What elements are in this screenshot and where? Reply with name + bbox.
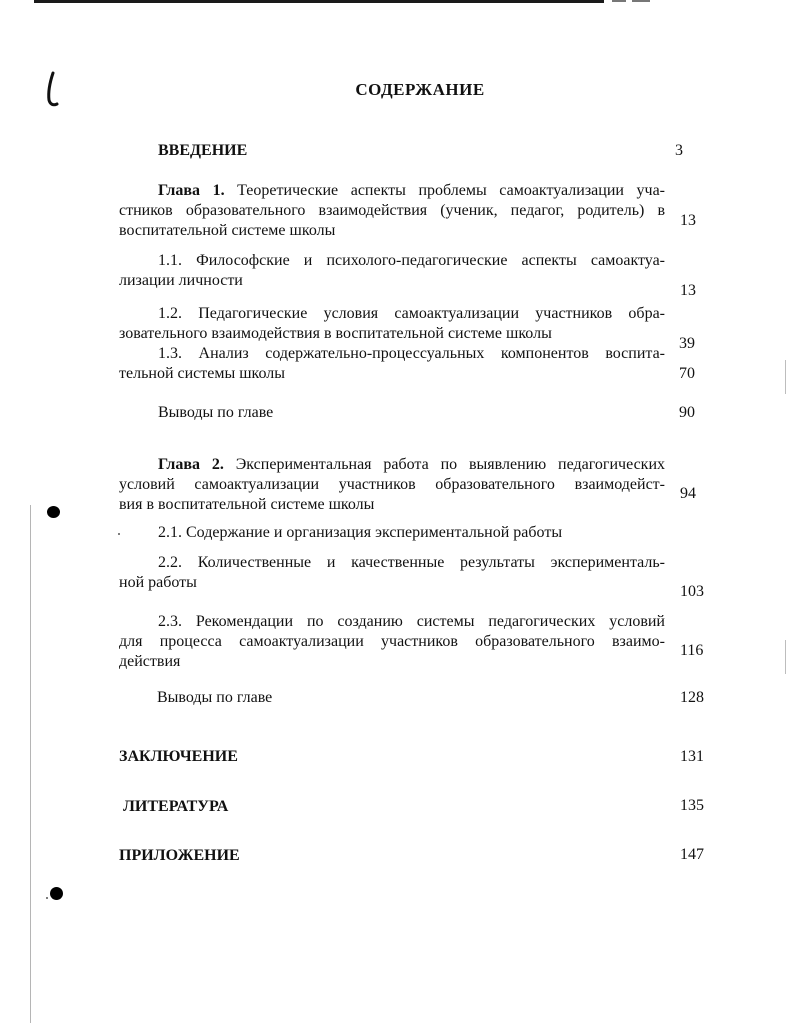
toc-section-1-2: 1.2. Педагогические условия самоактуализации участников обра- зовательного взаимодействия в воспитательной системе школы (119, 305, 665, 342)
toc-section-1-1: 1.1. Философские и психолого-педагогические аспекты самоактуа- лизации личности (119, 252, 665, 289)
toc-chapter1-line: воспитательной системе школы (119, 222, 336, 239)
toc-appendix-label: ПРИЛОЖЕНИЕ (119, 847, 240, 864)
toc-chapter1-prefix: Глава 1. (158, 182, 225, 199)
hole-punch-mark (47, 506, 60, 518)
scan-edge-mark (785, 360, 786, 394)
toc-chapter1-line: стников образовательного взаимодействия (ученик, педагог, родитель) в (119, 202, 665, 219)
toc-chapter2-prefix: Глава 2. (158, 456, 224, 473)
toc-chapter2-page: 94 (680, 485, 696, 502)
toc-section-1-2-page: 39 (679, 335, 695, 352)
toc-chapter2-conclusions-page: 128 (680, 689, 704, 706)
toc-chapter2-line: условий самоактуализации участников образовательного взаимодейст- (119, 476, 665, 493)
toc-chapter1-conclusions-page: 90 (679, 404, 695, 421)
scan-speck (118, 533, 120, 535)
scan-border-dash (612, 0, 626, 2)
scan-margin-line (30, 505, 31, 1023)
toc-section-2-2-page: 103 (680, 583, 704, 600)
scan-speck (46, 897, 48, 899)
toc-section-1-1-page: 13 (680, 282, 696, 299)
toc-section-2-1: 2.1. Содержание и организация экспериментальной работы (158, 524, 563, 541)
toc-chapter1-title (119, 181, 665, 241)
toc-section-1-3-page: 70 (679, 365, 695, 382)
toc-section-1-3: 1.3. Анализ содержательно-процессуальных компонентов воспита- тельной системы школы (119, 345, 665, 382)
toc-chapter2-conclusions: Выводы по главе (157, 689, 273, 706)
toc-intro-label: ВВЕДЕНИЕ (158, 142, 248, 159)
toc-literature-page: 135 (680, 797, 704, 814)
toc-intro-page: 3 (675, 142, 683, 159)
hole-punch-mark (50, 887, 63, 900)
toc-section-2-3: 2.3. Рекомендации по созданию системы педагогических условий для процесса самоактуализации участников образовательного взаимо- действия (119, 613, 665, 670)
toc-literature-label: ЛИТЕРАТУРА (123, 798, 229, 815)
toc-chapter2-title (119, 455, 665, 515)
toc-section-2-2: 2.2. Количественные и качественные результаты эксперименталь- ной работы (119, 554, 665, 591)
toc-chapter2-line: вия в воспитательной системе школы (119, 496, 375, 513)
scan-border-top (34, 0, 604, 3)
page-title: СОДЕРЖАНИЕ (355, 80, 485, 99)
toc-conclusion-label: ЗАКЛЮЧЕНИЕ (119, 748, 238, 765)
toc-chapter1-line: Теоретические аспекты проблемы самоактуализации уча- (237, 182, 665, 199)
toc-chapter2-line: Экспериментальная работа по выявлению педагогических (235, 456, 666, 473)
scan-border-dash (632, 0, 650, 2)
toc-chapter1-page: 13 (680, 212, 696, 229)
toc-appendix-page: 147 (680, 846, 704, 863)
toc-conclusion-page: 131 (680, 748, 704, 765)
toc-chapter1-conclusions: Выводы по главе (158, 404, 274, 421)
scan-edge-mark (785, 640, 786, 674)
toc-section-2-3-page: 116 (680, 642, 704, 659)
